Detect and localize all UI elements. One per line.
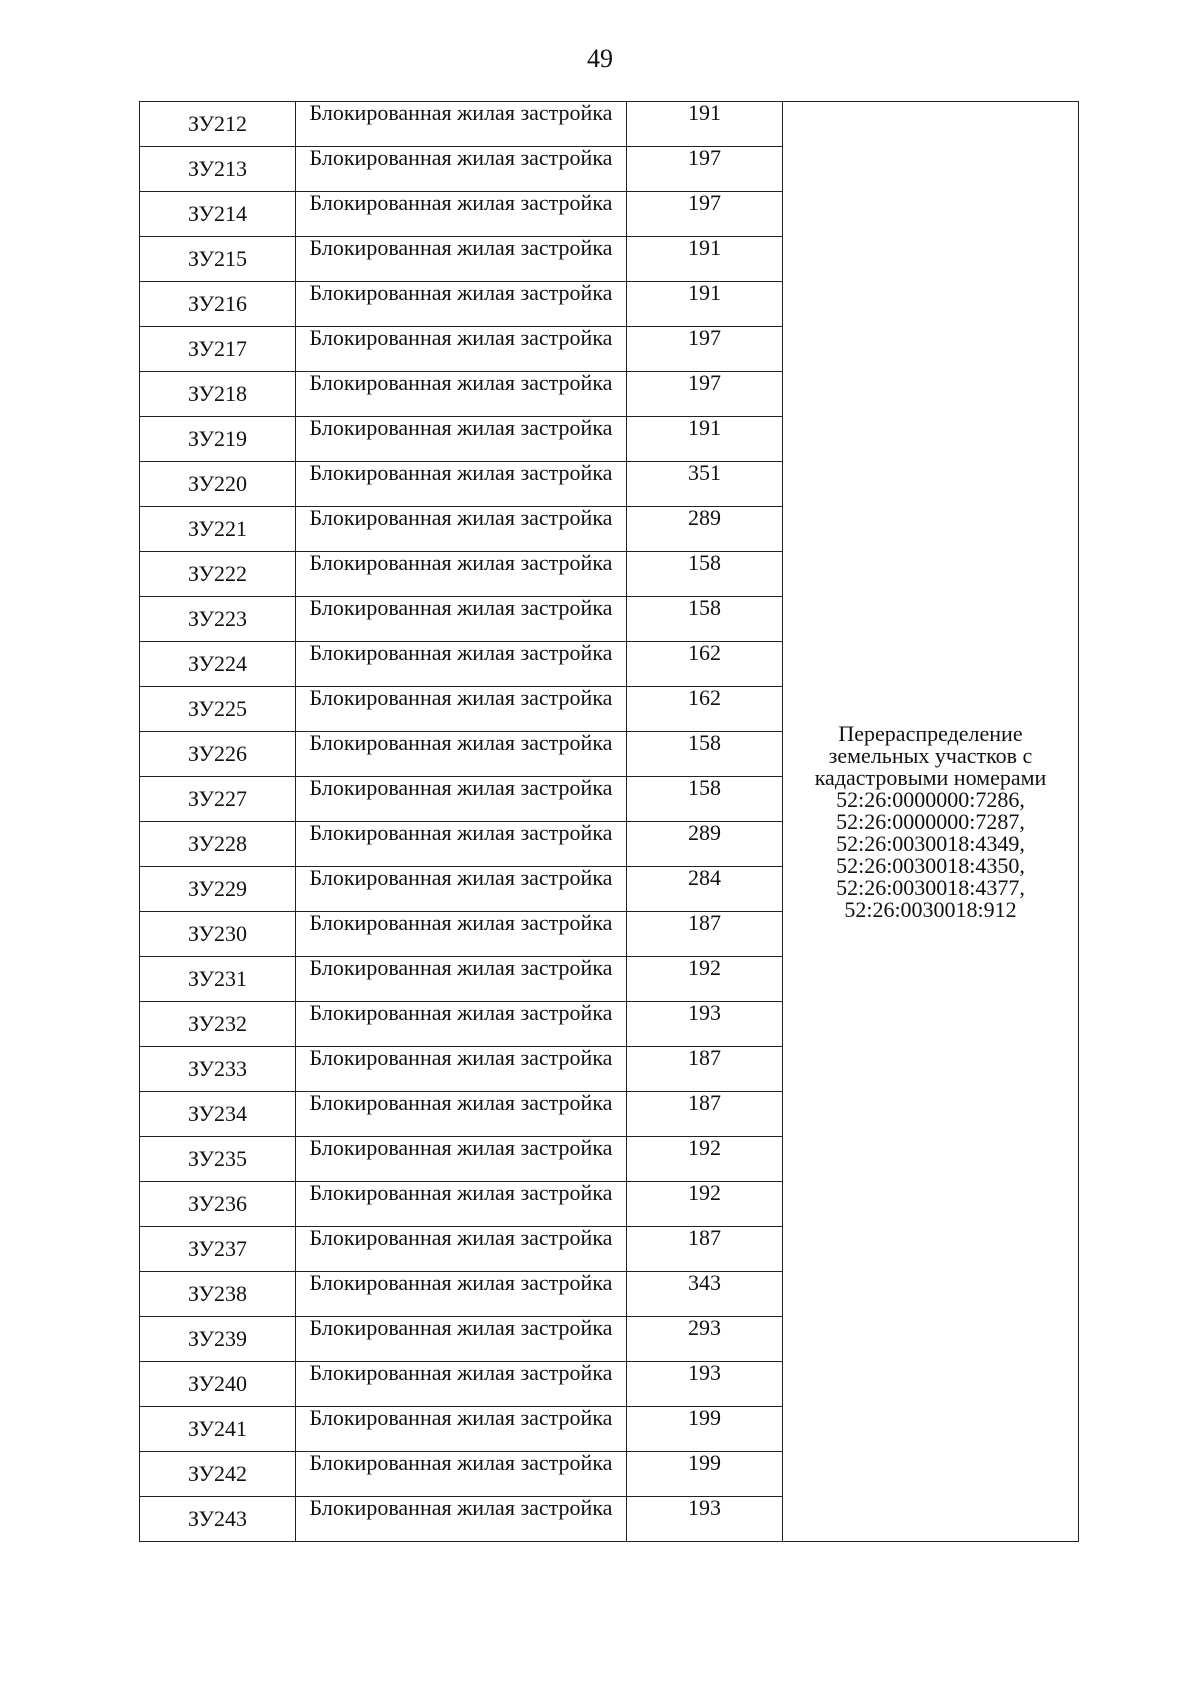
plot-id-cell: ЗУ235 bbox=[140, 1137, 296, 1182]
area-cell: 187 bbox=[627, 1092, 783, 1137]
permitted-use-cell: Блокированная жилая застройка bbox=[296, 1362, 627, 1407]
plot-id-cell: ЗУ239 bbox=[140, 1317, 296, 1362]
plot-id-cell: ЗУ215 bbox=[140, 237, 296, 282]
permitted-use-cell: Блокированная жилая застройка bbox=[296, 912, 627, 957]
area-cell: 191 bbox=[627, 417, 783, 462]
area-cell: 187 bbox=[627, 1047, 783, 1092]
area-cell: 191 bbox=[627, 282, 783, 327]
formation-method-line: 52:26:0000000:7287, bbox=[836, 808, 1025, 834]
area-cell: 197 bbox=[627, 327, 783, 372]
area-cell: 158 bbox=[627, 597, 783, 642]
area-cell: 199 bbox=[627, 1452, 783, 1497]
plot-id-cell: ЗУ220 bbox=[140, 462, 296, 507]
permitted-use-cell: Блокированная жилая застройка bbox=[296, 687, 627, 732]
permitted-use-cell: Блокированная жилая застройка bbox=[296, 642, 627, 687]
permitted-use-cell: Блокированная жилая застройка bbox=[296, 372, 627, 417]
area-cell: 187 bbox=[627, 1227, 783, 1272]
formation-method-cell bbox=[783, 102, 1079, 1542]
plot-id-cell: ЗУ222 bbox=[140, 552, 296, 597]
permitted-use-cell: Блокированная жилая застройка bbox=[296, 192, 627, 237]
permitted-use-cell: Блокированная жилая застройка bbox=[296, 597, 627, 642]
permitted-use-cell: Блокированная жилая застройка bbox=[296, 1317, 627, 1362]
plot-id-cell: ЗУ213 bbox=[140, 147, 296, 192]
permitted-use-cell: Блокированная жилая застройка bbox=[296, 1182, 627, 1227]
permitted-use-cell: Блокированная жилая застройка bbox=[296, 327, 627, 372]
permitted-use-cell: Блокированная жилая застройка bbox=[296, 1092, 627, 1137]
formation-method-line: 52:26:0030018:4349, bbox=[836, 830, 1025, 856]
table-body bbox=[140, 102, 1079, 1542]
area-cell: 158 bbox=[627, 732, 783, 777]
permitted-use-cell: Блокированная жилая застройка bbox=[296, 1272, 627, 1317]
area-cell: 192 bbox=[627, 1182, 783, 1227]
area-cell: 351 bbox=[627, 462, 783, 507]
formation-method-line: 52:26:0030018:4350, bbox=[836, 852, 1025, 878]
area-cell: 192 bbox=[627, 1137, 783, 1182]
plot-id-cell: ЗУ214 bbox=[140, 192, 296, 237]
permitted-use-cell: Блокированная жилая застройка bbox=[296, 777, 627, 822]
plot-id-cell: ЗУ241 bbox=[140, 1407, 296, 1452]
area-cell: 197 bbox=[627, 192, 783, 237]
permitted-use-cell: Блокированная жилая застройка bbox=[296, 552, 627, 597]
area-cell: 197 bbox=[627, 147, 783, 192]
area-cell: 284 bbox=[627, 867, 783, 912]
plot-id-cell: ЗУ218 bbox=[140, 372, 296, 417]
plot-id-cell: ЗУ230 bbox=[140, 912, 296, 957]
plot-id-cell: ЗУ225 bbox=[140, 687, 296, 732]
plot-id-cell: ЗУ236 bbox=[140, 1182, 296, 1227]
area-cell: 197 bbox=[627, 372, 783, 417]
formation-method-line: 52:26:0000000:7286, bbox=[836, 786, 1025, 812]
plot-id-cell: ЗУ226 bbox=[140, 732, 296, 777]
permitted-use-cell: Блокированная жилая застройка bbox=[296, 1497, 627, 1542]
plot-id-cell: ЗУ233 bbox=[140, 1047, 296, 1092]
permitted-use-cell: Блокированная жилая застройка bbox=[296, 1047, 627, 1092]
permitted-use-cell: Блокированная жилая застройка bbox=[296, 1137, 627, 1182]
formation-method-line: земельных участков с bbox=[828, 742, 1033, 768]
permitted-use-cell: Блокированная жилая застройка bbox=[296, 822, 627, 867]
permitted-use-cell: Блокированная жилая застройка bbox=[296, 957, 627, 1002]
permitted-use-cell: Блокированная жилая застройка bbox=[296, 1227, 627, 1272]
table-row bbox=[140, 102, 1079, 147]
formation-method-line: 52:26:0030018:912 bbox=[844, 896, 1017, 922]
area-cell: 191 bbox=[627, 102, 783, 147]
formation-method-line: кадастровыми номерами bbox=[814, 764, 1047, 790]
area-cell: 343 bbox=[627, 1272, 783, 1317]
area-cell: 289 bbox=[627, 507, 783, 552]
permitted-use-cell: Блокированная жилая застройка bbox=[296, 507, 627, 552]
plot-id-cell: ЗУ228 bbox=[140, 822, 296, 867]
plot-id-cell: ЗУ212 bbox=[140, 102, 296, 147]
area-cell: 158 bbox=[627, 552, 783, 597]
area-cell: 192 bbox=[627, 957, 783, 1002]
permitted-use-cell: Блокированная жилая застройка bbox=[296, 1002, 627, 1047]
area-cell: 199 bbox=[627, 1407, 783, 1452]
permitted-use-cell: Блокированная жилая застройка bbox=[296, 417, 627, 462]
area-cell: 191 bbox=[627, 237, 783, 282]
plot-id-cell: ЗУ229 bbox=[140, 867, 296, 912]
plot-id-cell: ЗУ216 bbox=[140, 282, 296, 327]
permitted-use-cell: Блокированная жилая застройка bbox=[296, 462, 627, 507]
land-plots-table bbox=[139, 101, 1079, 1542]
plot-id-cell: ЗУ232 bbox=[140, 1002, 296, 1047]
plot-id-cell: ЗУ231 bbox=[140, 957, 296, 1002]
permitted-use-cell: Блокированная жилая застройка bbox=[296, 1452, 627, 1497]
plot-id-cell: ЗУ221 bbox=[140, 507, 296, 552]
area-cell: 293 bbox=[627, 1317, 783, 1362]
formation-method-line: Перераспределение bbox=[838, 720, 1023, 746]
plot-id-cell: ЗУ238 bbox=[140, 1272, 296, 1317]
plot-id-cell: ЗУ240 bbox=[140, 1362, 296, 1407]
permitted-use-cell: Блокированная жилая застройка bbox=[296, 282, 627, 327]
permitted-use-cell: Блокированная жилая застройка bbox=[296, 1407, 627, 1452]
area-cell: 193 bbox=[627, 1497, 783, 1542]
plot-id-cell: ЗУ223 bbox=[140, 597, 296, 642]
plot-id-cell: ЗУ217 bbox=[140, 327, 296, 372]
plot-id-cell: ЗУ227 bbox=[140, 777, 296, 822]
permitted-use-cell: Блокированная жилая застройка bbox=[296, 237, 627, 282]
permitted-use-cell: Блокированная жилая застройка bbox=[296, 732, 627, 777]
page-number: 49 bbox=[587, 44, 613, 73]
plot-id-cell: ЗУ243 bbox=[140, 1497, 296, 1542]
permitted-use-cell: Блокированная жилая застройка bbox=[296, 147, 627, 192]
plot-id-cell: ЗУ242 bbox=[140, 1452, 296, 1497]
area-cell: 162 bbox=[627, 642, 783, 687]
plot-id-cell: ЗУ219 bbox=[140, 417, 296, 462]
plot-id-cell: ЗУ237 bbox=[140, 1227, 296, 1272]
area-cell: 289 bbox=[627, 822, 783, 867]
plot-id-cell: ЗУ224 bbox=[140, 642, 296, 687]
formation-method-line: 52:26:0030018:4377, bbox=[836, 874, 1025, 900]
plot-id-cell: ЗУ234 bbox=[140, 1092, 296, 1137]
area-cell: 158 bbox=[627, 777, 783, 822]
area-cell: 193 bbox=[627, 1002, 783, 1047]
area-cell: 187 bbox=[627, 912, 783, 957]
area-cell: 193 bbox=[627, 1362, 783, 1407]
permitted-use-cell: Блокированная жилая застройка bbox=[296, 867, 627, 912]
area-cell: 162 bbox=[627, 687, 783, 732]
permitted-use-cell: Блокированная жилая застройка bbox=[296, 102, 627, 147]
